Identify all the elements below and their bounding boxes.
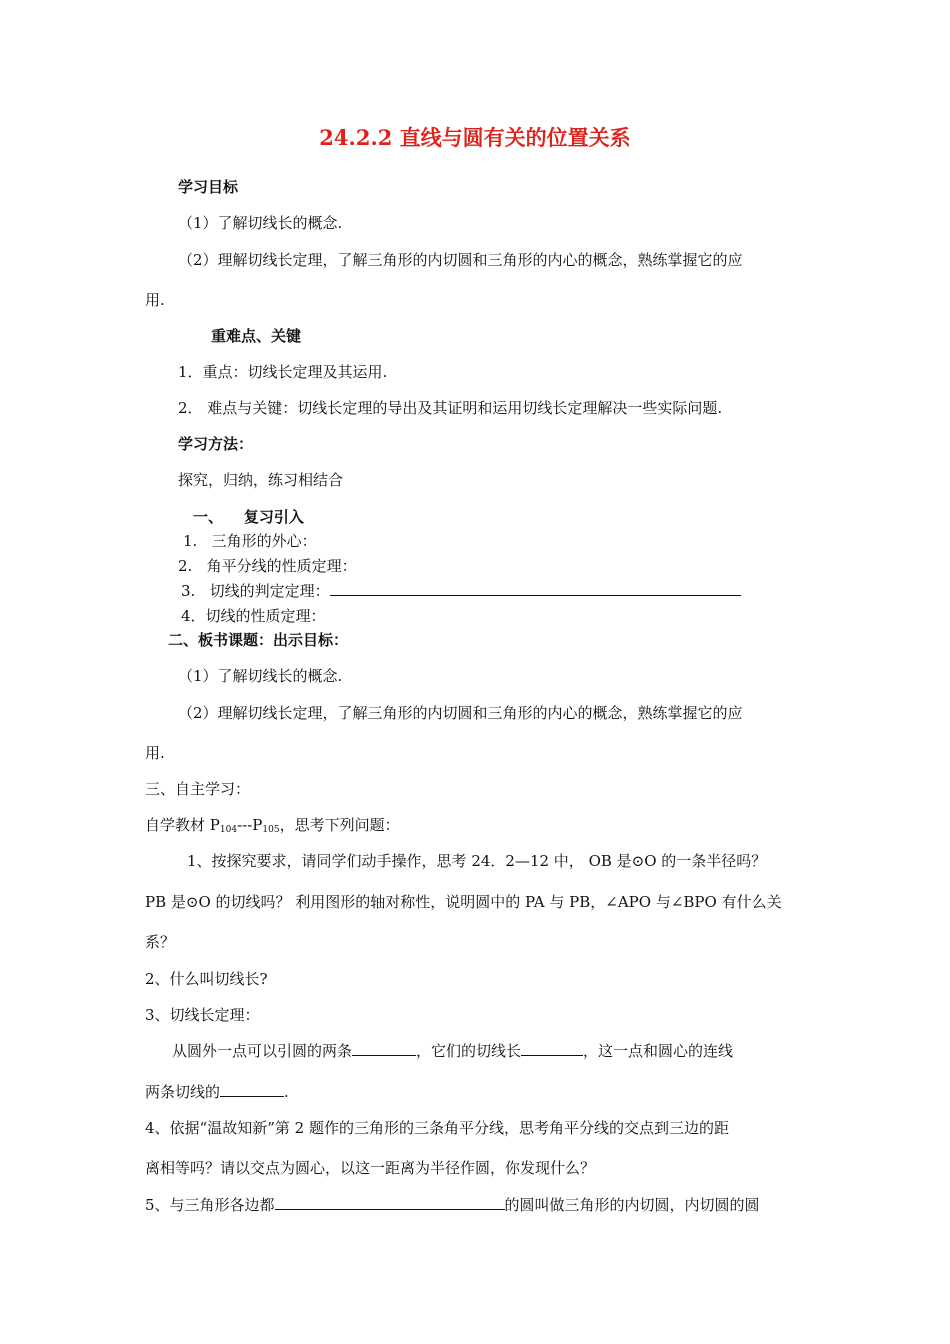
review-heading: 一、 复习引入 [193, 508, 304, 526]
question-4: 4、依据“温故知新”第 2 题作的三角形的三条角平分线，思考角平分线的交点到三边的距 [145, 1119, 729, 1137]
question-1: 1、按探究要求，请同学们动手操作，思考 24．2—12 中， OB 是⊙O 的一条半径吗？ [187, 852, 767, 870]
question-5 [145, 1195, 760, 1215]
review-item-4: 4．切线的性质定理： [181, 607, 326, 625]
question-3-fill [172, 1041, 733, 1061]
intro-text: ---P [237, 816, 263, 834]
review-item-1: 1. 三角形的外心： [183, 532, 317, 550]
question-3-fill-cont [145, 1082, 289, 1102]
fill-text: 5、与三角形各边都 [145, 1196, 275, 1214]
page-subscript: 105 [262, 825, 280, 835]
question-1-end: 系？ [145, 933, 176, 951]
answer-blank[interactable] [275, 1195, 505, 1210]
key-point-1: 1．重点：切线长定理及其运用. [178, 363, 388, 381]
answer-blank[interactable] [352, 1041, 416, 1056]
answer-blank[interactable] [521, 1041, 583, 1056]
fill-text: . [284, 1083, 289, 1101]
intro-text: ，思考下列问题： [279, 816, 400, 834]
page-subscript: 104 [219, 825, 238, 835]
intro-text: 自学教材 P [145, 816, 220, 834]
fill-text: ，它们的切线长 [416, 1042, 522, 1060]
method-text: 探究，归纳，练习相结合 [178, 471, 344, 489]
board-item-2: （2）理解切线长定理，了解三角形的内切圆和三角形的内心的概念，熟练掌握它的应 [178, 704, 743, 722]
self-study-intro [145, 815, 400, 840]
question-3: 3、切线长定理： [145, 1006, 260, 1024]
objectives-heading: 学习目标 [178, 178, 239, 196]
objective-item-1: （1）了解切线长的概念. [178, 214, 343, 232]
fill-text: 从圆外一点可以引圆的两条 [172, 1042, 353, 1060]
key-points-heading: 重难点、关键 [211, 327, 302, 345]
board-heading: 二、板书课题：出示目标： [168, 631, 349, 649]
board-item-2-cont: 用. [145, 744, 165, 762]
review-item-2: 2. 角平分线的性质定理： [178, 557, 357, 575]
fill-text: 的圆叫做三角形的内切圆，内切圆的圆 [504, 1196, 760, 1214]
objective-item-2-cont: 用. [145, 291, 165, 309]
answer-blank[interactable] [330, 581, 741, 596]
question-1-cont: PB 是⊙O 的切线吗？ 利用图形的轴对称性，说明圆中的 PA 与 PB，∠APO 与∠BPO 有什么关 [145, 893, 782, 911]
review-item-3-label: 3. 切线的判定定理： [181, 582, 330, 600]
self-study-heading: 三、自主学习： [145, 780, 251, 798]
question-4-cont: 离相等吗？请以交点为圆心，以这一距离为半径作圆，你发现什么？ [145, 1159, 596, 1177]
method-heading: 学习方法： [178, 435, 254, 453]
review-item-3 [181, 581, 741, 601]
fill-text: ，这一点和圆心的连线 [583, 1042, 734, 1060]
board-item-1: （1）了解切线长的概念. [178, 667, 343, 685]
answer-blank[interactable] [220, 1082, 284, 1097]
key-point-2: 2． 难点与关键：切线长定理的导出及其证明和运用切线长定理解决一些实际问题. [178, 399, 723, 417]
question-2: 2、什么叫切线长? [145, 970, 268, 988]
fill-text: 两条切线的 [145, 1083, 221, 1101]
objective-item-2: （2）理解切线长定理，了解三角形的内切圆和三角形的内心的概念，熟练掌握它的应 [178, 251, 743, 269]
page-title: 24.2.2 直线与圆有关的位置关系 [319, 125, 631, 150]
